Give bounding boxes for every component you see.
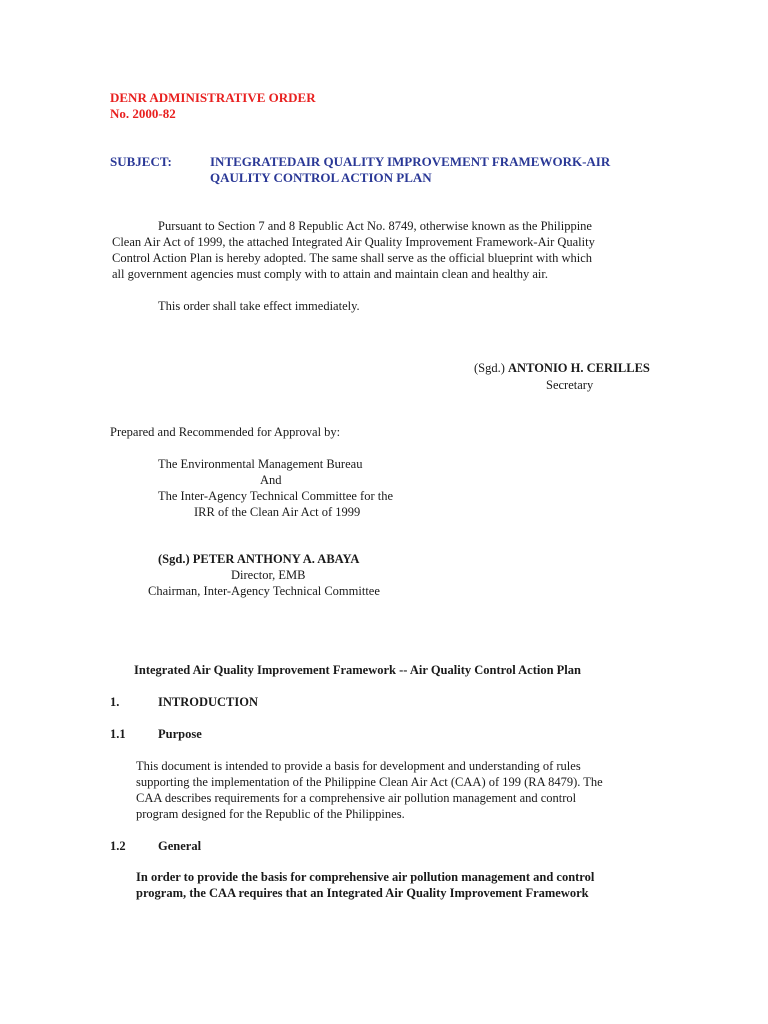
section-1-2-title: General [158,839,202,853]
purpose-line: supporting the implementation of the Philippine Clean Air Act (CAA) of 199 (RA 8479). The [136,775,603,789]
effectivity-text: This order shall take effect immediately. [158,299,360,313]
subject-label: SUBJECT: [110,154,172,169]
document-title: Integrated Air Quality Improvement Framework -- Air Quality Control Action Plan [134,663,581,677]
purpose-line: This document is intended to provide a basis for development and understanding of rules [136,759,581,773]
prepared-line: The Environmental Management Bureau [158,457,363,471]
section-1-1-number: 1.1 [110,727,126,741]
secretary-name: ANTONIO H. CERILLES [508,361,650,375]
subject-line-1: INTEGRATEDAIR QUALITY IMPROVEMENT FRAMEWORK-AIR [210,154,611,169]
order-title: DENR ADMINISTRATIVE ORDER [110,90,316,105]
intro-line: Clean Air Act of 1999, the attached Integrated Air Quality Improvement Framework-Air Quality [112,235,595,249]
director-name: (Sgd.) PETER ANTHONY A. ABAYA [158,552,360,566]
order-number: No. 2000-82 [110,106,176,121]
general-line: program, the CAA requires that an Integrated Air Quality Improvement Framework [136,886,589,900]
intro-paragraph [112,218,595,282]
prepared-line: The Inter-Agency Technical Committee for the [158,489,394,503]
section-1-number: 1. [110,695,120,709]
general-paragraph [136,869,594,901]
prepared-line: IRR of the Clean Air Act of 1999 [194,505,361,519]
intro-line: all government agencies must comply with to attain and maintain clean and healthy air. [112,267,548,281]
subject-line-2: QAULITY CONTROL ACTION PLAN [210,170,432,185]
purpose-line: program designed for the Republic of the Philippines. [136,807,405,821]
secretary-title: Secretary [546,378,594,392]
section-1-2-number: 1.2 [110,839,126,853]
secretary-signature [474,360,650,376]
prepared-label: Prepared and Recommended for Approval by: [110,425,341,439]
chairman-title: Chairman, Inter-Agency Technical Committee [148,584,380,598]
purpose-line: CAA describes requirements for a comprehensive air pollution management and control [136,791,577,805]
prepared-line: And [260,473,282,487]
section-1-title: INTRODUCTION [158,695,259,709]
sgd-prefix: (Sgd.) [474,361,505,375]
intro-line: Control Action Plan is hereby adopted. The same shall serve as the official blueprint with which [112,251,592,265]
section-1-1-title: Purpose [158,727,202,741]
intro-line: Pursuant to Section 7 and 8 Republic Act No. 8749, otherwise known as the Philippine [158,219,592,233]
prepared-by-block [150,456,430,520]
general-line: In order to provide the basis for comprehensive air pollution management and control [136,870,595,884]
director-title: Director, EMB [231,568,306,582]
purpose-paragraph [136,758,603,822]
